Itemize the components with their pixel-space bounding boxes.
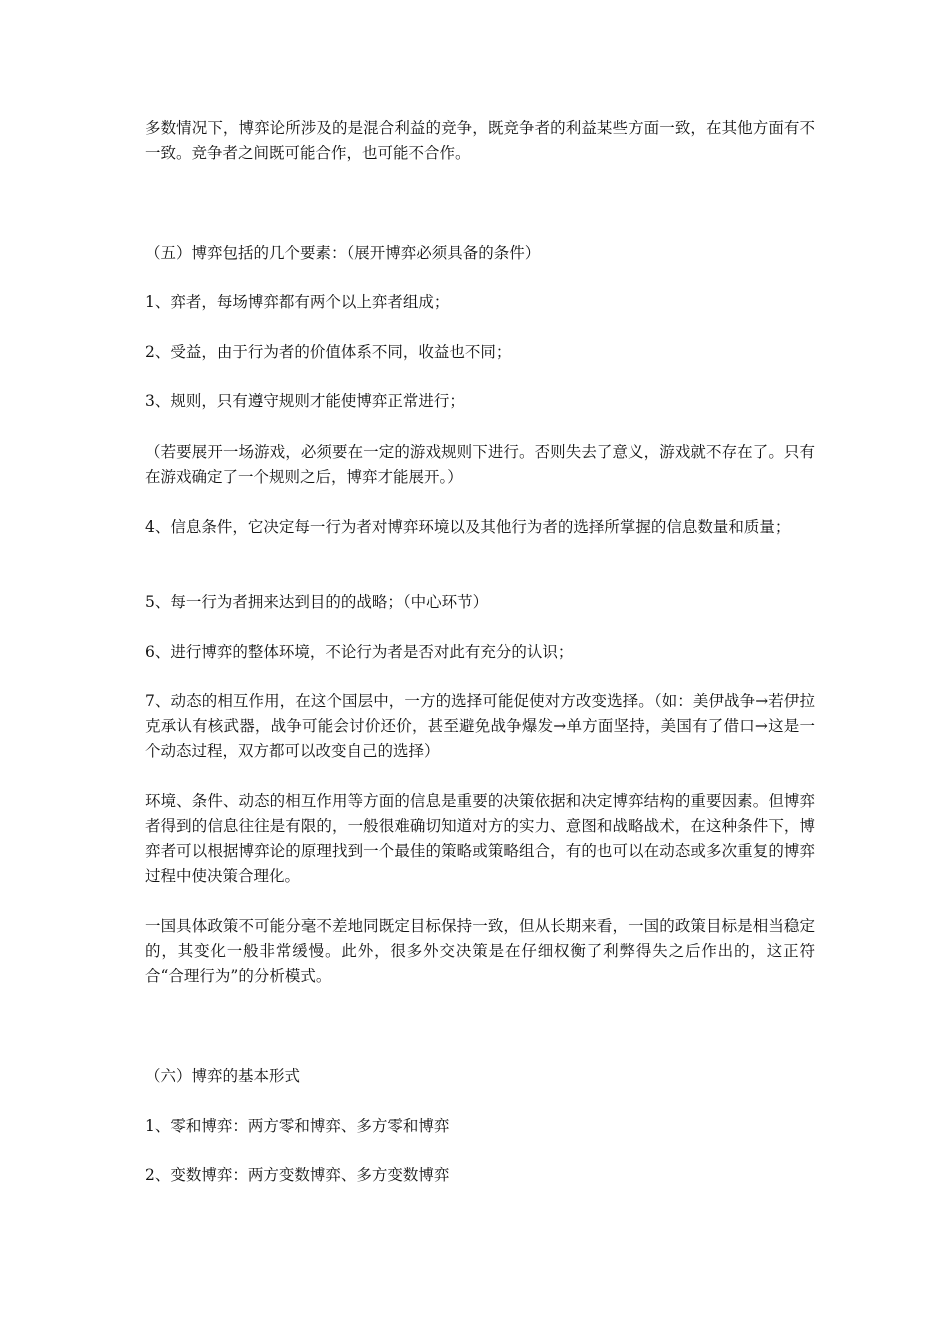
- list-item-strategy: 5、每一行为者拥来达到目的的战略；（中心环节）: [145, 593, 489, 611]
- list-item-zero-sum: 1、零和博弈：两方零和博弈、多方零和博弈: [145, 1117, 450, 1135]
- paragraph-information-factors: 环境、条件、动态的相互作用等方面的信息是重要的决策依据和决定博弈结构的重要因素。但博弈者得到的信息往往是有限的，一般很难确切知道对方的实力、意图和战略战术，在这种条件下，博弈者可以根据博弈论的原理找到一个最佳的策略或策略组合，有的也可以在动态或多次重复的博弈过程中使决策合理化。: [145, 792, 815, 885]
- section-heading-elements: （五）博弈包括的几个要素：（展开博弈必须具备的条件）: [145, 244, 541, 262]
- list-item-variable-sum: 2、变数博弈：两方变数博弈、多方变数博弈: [145, 1166, 450, 1184]
- section-heading-basic-forms: （六）博弈的基本形式: [145, 1067, 301, 1085]
- list-item-information: 4、信息条件，它决定每一行为者对博弈环境以及其他行为者的选择所掌握的信息数量和质量；: [145, 518, 791, 536]
- list-item-environment: 6、进行博弈的整体环境，不论行为者是否对此有充分的认识；: [145, 643, 574, 661]
- list-item-payoffs: 2、受益，由于行为者的价值体系不同，收益也不同；: [145, 343, 512, 361]
- list-item-dynamic-interaction: 7、动态的相互作用，在这个国层中，一方的选择可能促使对方改变选择。（如：美伊战争→若伊拉克承认有核武器，战争可能会讨价还价，甚至避免战争爆发→单方面坚持，美国有了借口→这是一个动态过程，双方都可以改变自己的选择）: [145, 692, 815, 760]
- paragraph-rules-note: （若要展开一场游戏，必须要在一定的游戏规则下进行。否则失去了意义，游戏就不存在了。只有在游戏确定了一个规则之后，博弈才能展开。）: [145, 443, 815, 486]
- paragraph-mixed-interest: 多数情况下，博弈论所涉及的是混合利益的竞争，既竞争者的利益某些方面一致，在其他方面有不一致。竞争者之间既可能合作，也可能不合作。: [145, 119, 815, 162]
- list-item-rules: 3、规则，只有遵守规则才能使博弈正常进行；: [145, 392, 465, 410]
- list-item-players: 1、弈者，每场博弈都有两个以上弈者组成；: [145, 293, 450, 311]
- paragraph-policy-goals: 一国具体政策不可能分毫不差地同既定目标保持一致，但从长期来看，一国的政策目标是相当稳定的，其变化一般非常缓慢。此外，很多外交决策是在仔细权衡了利弊得失之后作出的，这正符合“合理行为”的分析模式。: [145, 917, 815, 985]
